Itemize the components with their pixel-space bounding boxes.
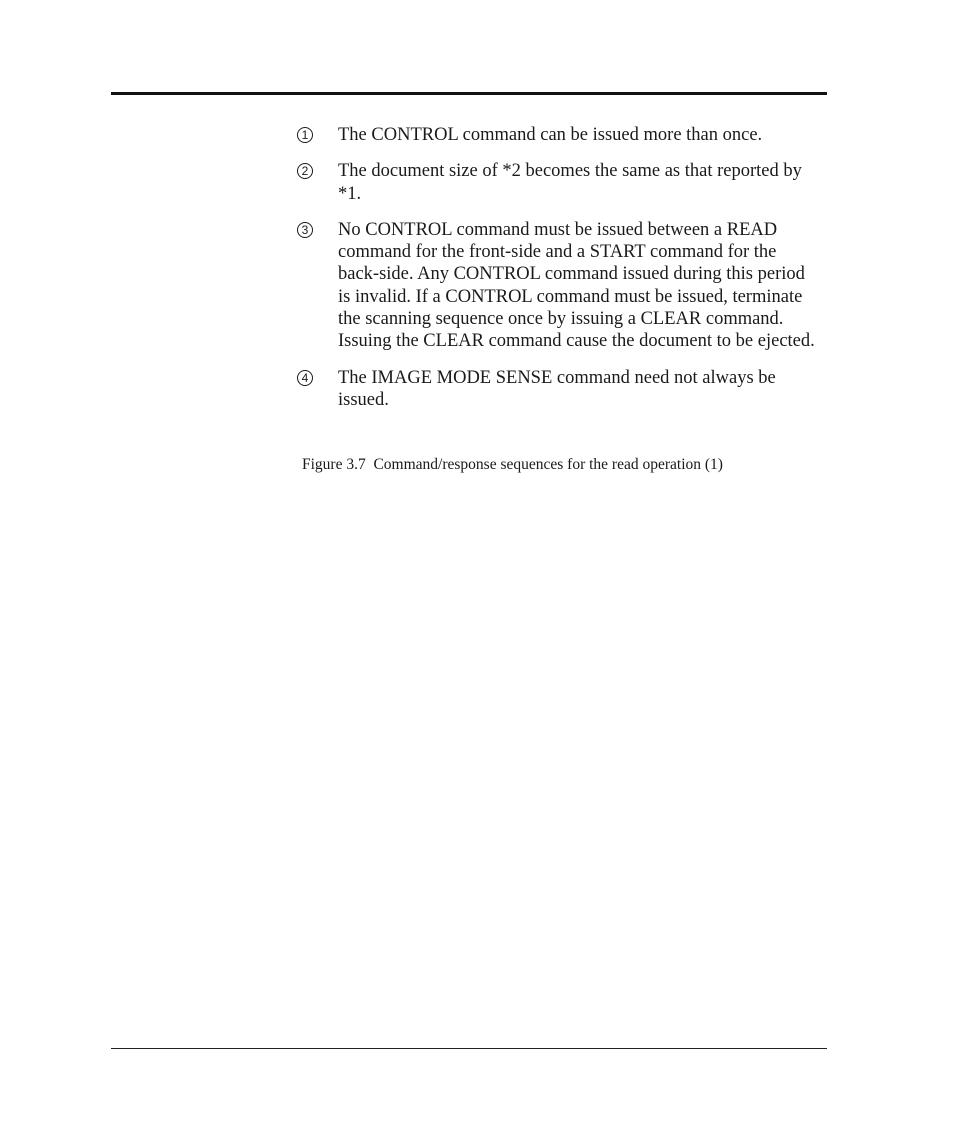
note-text-3: No CONTROL command must be issued between a READ command for the front-side and a START command for the back-side. Any CONTROL command issued during this period is invalid. If a CONTROL command must be issued, terminate the scanning sequence once by issuing a CLEAR command. Issuing the CLEAR command cause the document to be ejected. xyxy=(338,219,815,352)
circled-number-3-icon: 3 xyxy=(297,222,313,238)
note-text-2: The document size of *2 becomes the same as that reported by *1. xyxy=(338,161,802,204)
footer-rule xyxy=(111,1048,827,1049)
note-item-2 xyxy=(297,160,817,205)
circled-number-1-icon: 1 xyxy=(297,127,313,143)
circled-number-2-icon: 2 xyxy=(297,163,313,179)
note-item-4 xyxy=(297,367,817,412)
note-item-3 xyxy=(297,219,817,353)
note-text-1: The CONTROL command can be issued more than once. xyxy=(338,125,763,145)
notes-list xyxy=(297,124,817,425)
figure-caption: Figure 3.7 Command/response sequences for the read operation (1) xyxy=(302,456,723,473)
circled-number-4-icon: 4 xyxy=(297,370,313,386)
header-rule xyxy=(111,92,827,95)
note-item-1 xyxy=(297,124,817,146)
note-text-4: The IMAGE MODE SENSE command need not always be issued. xyxy=(338,367,776,410)
